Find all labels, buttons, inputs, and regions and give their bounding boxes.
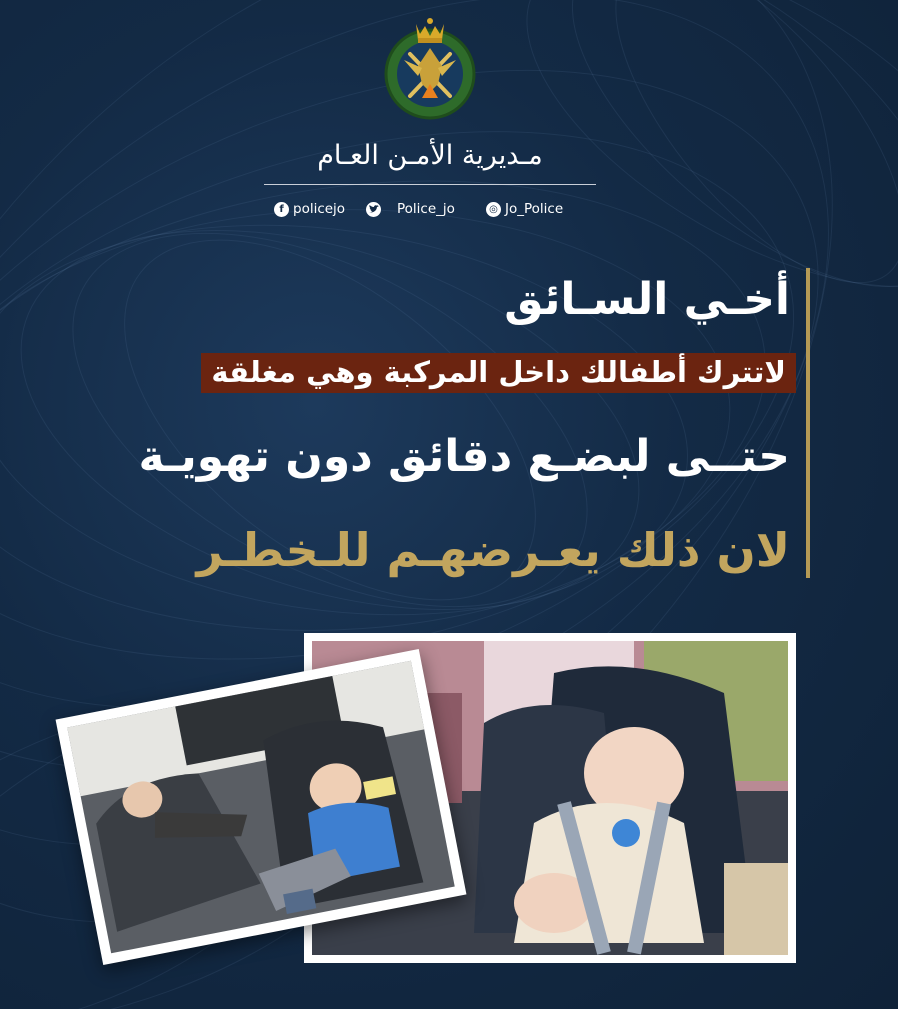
instagram-icon: ◎ [486,202,501,217]
twitter-handle[interactable] [366,198,455,220]
message-line-3: حتــى لبضـع دقائق دون تهويـة [138,431,790,482]
facebook-icon: f [274,202,289,217]
organization-name: مـديرية الأمـن العـام [317,140,543,171]
title-divider [264,184,596,185]
twitter-icon [366,202,381,217]
instagram-handle[interactable] [486,198,563,220]
message-line-2-highlighted: لاتترك أطفالك داخل المركبة وهي مغلقة [201,353,796,393]
message-line-4-warning: لان ذلك يعـرضهـم للـخطـر [196,523,790,577]
social-handles [270,198,590,220]
facebook-handle[interactable] [274,198,345,220]
accent-vertical-bar [806,268,810,578]
message-line-1: أخـي السـائق [504,274,790,325]
facebook-handle-text: policejo [293,201,346,217]
instagram-handle-text: Jo_Police [505,201,564,217]
police-emblem-logo [380,14,480,120]
twitter-handle-text: Police_jo [397,201,455,217]
